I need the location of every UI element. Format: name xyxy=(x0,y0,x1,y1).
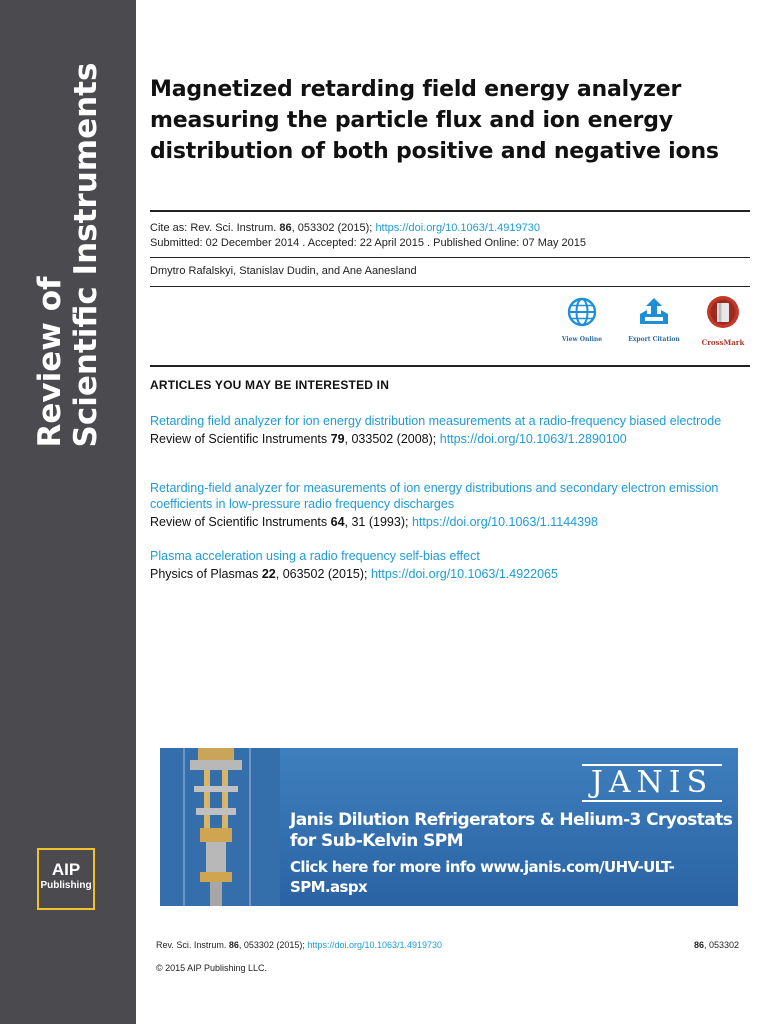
pages-year: , 063502 (2015); xyxy=(275,567,371,581)
janis-logo: JANIS xyxy=(590,765,714,800)
brand-rule xyxy=(582,800,722,802)
copyright-notice: © 2015 AIP Publishing LLC. xyxy=(156,963,268,973)
view-online-label: View Online xyxy=(561,336,603,343)
export-citation-button[interactable] xyxy=(619,297,689,343)
related-article xyxy=(150,548,750,583)
related-article xyxy=(150,480,750,531)
export-upload-icon xyxy=(637,297,671,327)
divider xyxy=(150,365,750,367)
journal-name-line1: Review of xyxy=(32,276,68,448)
banner-subheadline: for Sub-Kelvin SPM xyxy=(290,831,463,851)
janis-advertisement-banner[interactable] xyxy=(160,748,738,906)
author-list: Dmytro Rafalskyi, Stanislav Dudin, and Ane Aanesland xyxy=(150,265,417,277)
related-article-title[interactable]: Plasma acceleration using a radio frequency self-bias effect xyxy=(150,549,480,563)
pages-year: , 31 (1993); xyxy=(344,515,412,529)
globe-icon xyxy=(567,297,597,327)
journal-name-text: Review of Scientific Instruments xyxy=(150,432,331,446)
related-article-title[interactable]: Retarding-field analyzer for measurements of ion energy distributions and secondary electron emission coefficients in low-pressure radio frequency discharges xyxy=(150,481,719,511)
journal-sidebar xyxy=(0,0,136,1024)
journal-name xyxy=(32,63,104,448)
related-article-reference xyxy=(150,431,750,448)
publication-dates: Submitted: 02 December 2014 . Accepted: 22 April 2015 . Published Online: 07 May 2015 xyxy=(150,237,586,249)
divider xyxy=(150,286,750,287)
divider xyxy=(150,257,750,258)
related-article-title[interactable]: Retarding field analyzer for ion energy distribution measurements at a radio-frequency biased electrode xyxy=(150,414,722,428)
footer-volume: 86 xyxy=(228,940,239,950)
citation-volume: 86 xyxy=(279,222,292,234)
related-article-doi-link[interactable]: https://doi.org/10.1063/1.2890100 xyxy=(439,432,627,446)
banner-headline: Janis Dilution Refrigerators & Helium-3 Cryostats xyxy=(290,810,733,830)
citation-suffix: , 053302 (2015); xyxy=(291,222,376,234)
footer-citation-prefix: Rev. Sci. Instrum. xyxy=(156,940,229,950)
crossmark-button[interactable] xyxy=(688,295,758,347)
citation-prefix: Cite as: Rev. Sci. Instrum. xyxy=(150,222,280,234)
footer-right-suffix: , 053302 xyxy=(704,940,740,950)
banner-cta[interactable]: Click here for more info www.janis.com/UHV-ULT-SPM.aspx xyxy=(290,858,675,896)
volume-number: 22 xyxy=(261,567,276,581)
pages-year: , 033502 (2008); xyxy=(344,432,440,446)
journal-name-text: Physics of Plasmas xyxy=(150,567,262,581)
related-article-doi-link[interactable]: https://doi.org/10.1063/1.4922065 xyxy=(370,567,558,581)
volume-number: 64 xyxy=(330,515,345,529)
aip-logo-subtext: Publishing xyxy=(40,880,92,891)
paper-doi-link[interactable]: https://doi.org/10.1063/1.4919730 xyxy=(375,222,540,234)
footer-citation-suffix: , 053302 (2015); xyxy=(238,940,308,950)
citation-line xyxy=(150,221,540,236)
export-citation-label: Export Citation xyxy=(628,336,680,343)
footer-right-volume: 86 xyxy=(694,940,705,950)
related-article xyxy=(150,413,750,448)
related-article-reference xyxy=(150,566,750,583)
paper-title: Magnetized retarding field energy analyzer measuring the particle flux and ion energy distribution of both positive and negative ions xyxy=(150,77,719,164)
related-articles-heading: ARTICLES YOU MAY BE INTERESTED IN xyxy=(150,378,390,392)
cryostat-illustration-icon xyxy=(160,748,280,906)
journal-name-text: Review of Scientific Instruments xyxy=(150,515,331,529)
volume-number: 79 xyxy=(330,432,345,446)
footer-citation xyxy=(156,940,442,950)
crossmark-label: CrossMark xyxy=(701,338,745,347)
divider xyxy=(150,210,750,212)
related-article-reference xyxy=(150,514,750,531)
related-article-doi-link[interactable]: https://doi.org/10.1063/1.1144398 xyxy=(411,515,598,529)
footer-doi-link[interactable]: https://doi.org/10.1063/1.4919730 xyxy=(307,940,443,950)
aip-publishing-logo[interactable] xyxy=(37,848,95,910)
view-online-button[interactable] xyxy=(547,297,617,343)
crossmark-icon xyxy=(706,295,740,329)
aip-logo-text: AIP xyxy=(51,860,81,879)
footer-page-ref xyxy=(694,940,739,950)
banner-copy xyxy=(290,810,738,897)
journal-name-line2: Scientific Instruments xyxy=(68,62,104,448)
